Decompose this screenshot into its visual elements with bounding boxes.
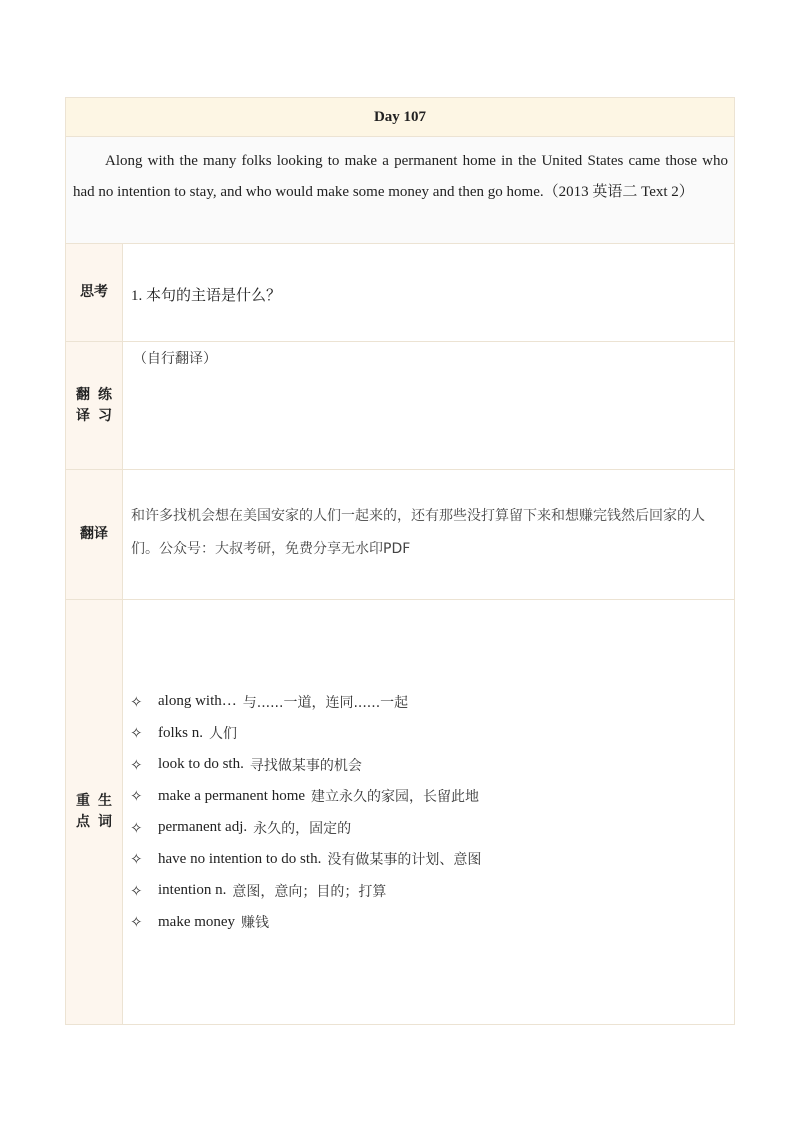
four-pointed-star-outline-icon: ✧ — [130, 818, 143, 837]
practice-hint: （自行翻译） — [133, 351, 217, 367]
vocab-meaning: 没有做某事的计划、意图 — [327, 852, 482, 869]
vocab-term: make money — [158, 913, 236, 930]
four-pointed-star-outline-icon: ✧ — [130, 913, 143, 932]
vocab-item — [130, 875, 734, 907]
vocab-item — [130, 749, 734, 781]
vocab-meaning: 与......一道，连同......一起 — [242, 694, 409, 711]
vocab-content — [123, 600, 734, 1024]
vocab-term: have no intention to do sth. — [158, 850, 322, 867]
vocab-term: intention n. — [158, 882, 227, 899]
vocab-meaning: 永久的，固定的 — [253, 820, 352, 837]
translation-label: 翻译 — [66, 470, 123, 599]
think-label: 思考 — [66, 244, 123, 341]
think-question: 1. 本句的主语是什么？ — [131, 287, 282, 304]
vocab-item — [130, 907, 734, 939]
study-card-table — [65, 97, 735, 1025]
vocab-list — [130, 686, 734, 938]
practice-row — [66, 342, 734, 470]
translation-row — [66, 470, 734, 600]
vocab-term: look to do sth. — [158, 756, 244, 773]
vocab-meaning: 意图，意向；目的；打算 — [232, 883, 387, 900]
four-pointed-star-outline-icon: ✧ — [130, 787, 143, 806]
vocab-meaning: 赚钱 — [241, 915, 270, 932]
vocab-row — [66, 600, 734, 1024]
vocab-meaning: 建立永久的家园，长留此地 — [311, 789, 480, 806]
four-pointed-star-outline-icon: ✧ — [130, 881, 143, 900]
vocab-meaning: 人们 — [209, 726, 237, 743]
vocab-item — [130, 844, 734, 876]
translation-text: 和许多找机会想在美国安家的人们一起来的，还有那些没打算留下来和想赚完钱然后回家的人们。公众号：大叔考研，免费分享无水印PDF — [131, 507, 705, 557]
vocab-item — [130, 718, 734, 750]
four-pointed-star-outline-icon: ✧ — [130, 724, 143, 743]
vocab-item — [130, 781, 734, 813]
practice-label: 翻译 练习 — [66, 342, 123, 469]
english-passage: Along with the many folks looking to make a permanent home in the United States came those who had no intention to stay, and who would make some money and then go home.（2013 英语二 Text 2） — [66, 137, 734, 244]
vocab-term: folks n. — [158, 724, 203, 741]
vocab-term: along with… — [158, 693, 237, 710]
vocab-term: make a permanent home — [158, 787, 306, 804]
four-pointed-star-outline-icon: ✧ — [130, 755, 143, 774]
four-pointed-star-outline-icon: ✧ — [130, 850, 143, 869]
four-pointed-star-outline-icon: ✧ — [130, 692, 143, 711]
think-row — [66, 244, 734, 342]
day-title: Day 107 — [66, 98, 734, 137]
vocab-label: 重点 生词 — [66, 600, 123, 1024]
vocab-term: permanent adj. — [158, 819, 248, 836]
vocab-meaning: 寻找做某事的机会 — [249, 757, 362, 774]
vocab-item — [130, 686, 734, 718]
vocab-item — [130, 812, 734, 844]
